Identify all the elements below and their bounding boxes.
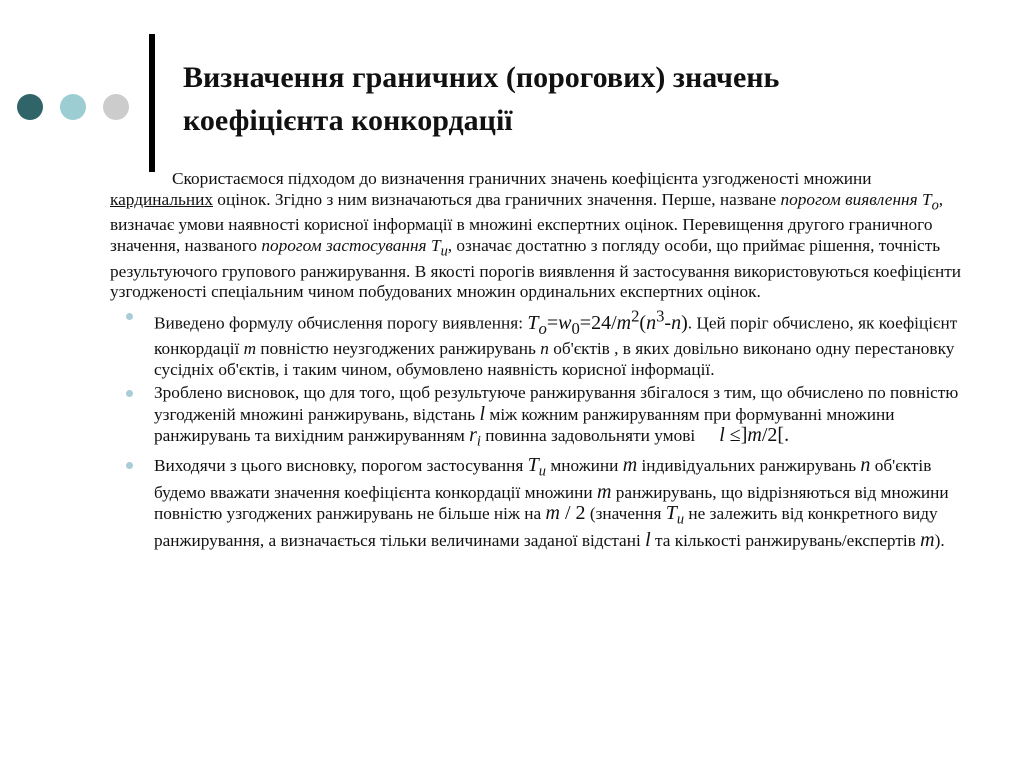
formula-l: l [645,529,651,552]
title-line-1: Визначення граничних (порогових) значень [183,61,780,94]
formula-sub: u [440,243,448,260]
slide-title [183,56,983,142]
term-application-threshold: порогом застосування [261,235,427,255]
bullet-text: повністю неузгоджених ранжирувань [256,339,541,359]
formula-m: m [622,454,638,477]
term-detection-threshold: порогом виявлення [780,189,918,209]
bullet-text: ранжирувань, що відрізняються від множини повністю узгоджених ранжирувань не більше ніж на [154,482,949,524]
decor-dot-light [60,94,86,120]
bullet-list [110,306,968,552]
formula-m-over-2: m / 2 [545,502,586,525]
formula-T: T [527,454,539,477]
formula-distance-condition: l ≤]m/2[. [719,424,790,447]
bullet-text: між кожним ранжируванням при формуванні множини ранжирувань та вихідним ранжируванням [154,404,895,446]
formula-T: T [430,235,441,255]
bullet-text: індивідуальних ранжирувань [637,456,861,476]
bullet-text: (значення [585,504,666,524]
bullet-text: множини [546,456,623,476]
formula-n: n [860,454,871,477]
formula-m: m [243,339,257,359]
slide-body [110,169,968,555]
bullet-text: об'єктів , в яких довільно виконано одну перестановку сусідніх об'єктів, і таким чином, обумовлено наявність корисної інформації. [154,339,955,379]
formula-T: T [921,189,932,209]
decor-dot-dark [17,94,43,120]
bullet-text: . Цей поріг обчислено, як коефіцієнт конкордації [154,313,958,359]
bullet-text: повинна задовольняти умові [480,426,696,446]
bullet-item [110,455,968,552]
bullet-text: ). [934,531,945,551]
formula-l: l [479,402,486,425]
bullet-text: не залежить від конкретного виду ранжирування, а визначається тільки величинами заданої відстані [154,504,938,551]
title-divider-bar [149,34,155,172]
bullet-text: об'єктів будемо вважати значення коефіцієнта конкордації множини [154,456,932,502]
bullet-dot-icon [126,390,133,397]
bullet-text: Виходячи з цього висновку, порогом застосування [154,456,528,476]
bullet-text: Виведено формулу обчислення порогу виявлення: [154,313,528,333]
intro-text: , визначає умови наявності корисної інформації в множині експертних оцінок. Перевищення другого граничного значення, названого [110,189,944,255]
formula-sub: i [476,433,481,450]
intro-text: Скористаємося підходом до визначення граничних значень коефіцієнта узгодженості множини [172,169,872,188]
intro-paragraph [110,169,968,303]
bullet-dot-icon [126,313,133,320]
formula-sub: u [538,463,546,480]
bullet-text: та кількості ранжирувань/експертів [650,531,921,551]
formula-detection-threshold: $T_o=w_0=24/m^2(n^3-n)$ [527,305,688,338]
bullet-dot-icon [126,462,133,469]
formula-sub: u [676,511,685,528]
formula-sub: o [931,196,939,213]
formula-m: m [920,529,935,552]
title-line-2: коефіцієнта конкордації [183,104,513,137]
bullet-item [110,306,968,380]
intro-underlined-word: кардинальних [110,189,213,209]
bullet-text: Зроблено висновок, що для того, щоб результуюче ранжирування збігалося з тим, що обчислено по повністю узгодженій множині ранжирувань, відстань [154,383,959,424]
intro-text: , означає достатню з погляду особи, що приймає рішення, точність результуючого групового ранжирування. В якості порогів виявлення й застосування використовуються коефіцієнти узгодженості спеціальним чином побудованих множин ординальних експертних оцінок. [110,235,962,302]
formula-T: T [665,502,677,525]
intro-text: оцінок. Згідно з ним визначаються два граничних значення. Перше, назване [212,189,781,209]
formula-n: n [540,339,549,359]
bullet-item [110,383,968,452]
decor-dot-gray [103,94,129,120]
formula-m: m [597,480,612,503]
formula-r: r [469,424,477,447]
